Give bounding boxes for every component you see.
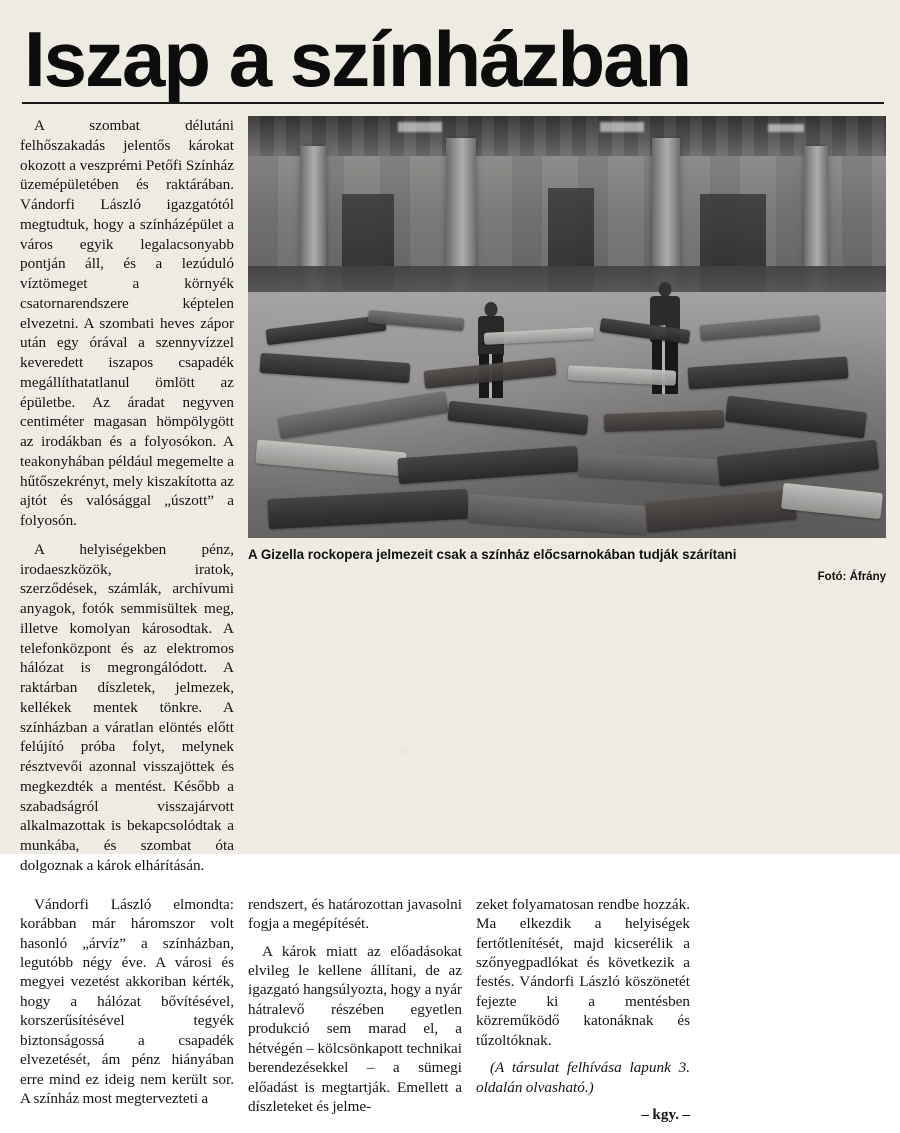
- body-column-1: [20, 895, 234, 1117]
- page-title: Iszap a színházban: [24, 15, 691, 103]
- photo-person: [476, 302, 506, 400]
- body-paragraph: zeket folyamatosan rendbe hozzák. Ma elkezdik a helyiségek fertőtlenítését, majd kicserélik a szőnyegpadlókat és következik a festés. Vándorfi László köszönetét fejezte ki a mentésben közreműködő katonáknak és tűzoltóknak.: [476, 895, 690, 1049]
- body-paragraph: Vándorfi László elmondta: korábban már háromszor volt hasonló „árvíz” a színházban, legutóbb négy éve. A városi és megyei vezetést akkoriban kérték, hogy a hálózat bővítésével, korszerűsítésével tegyék biztonságossá a csapadék elvezetését, ám pénz hiányában erre mind ez ideig nem került sor. A színház most megtervezteti a: [20, 895, 234, 1108]
- lead-paragraph-2: A helyiségekben pénz, irodaeszközök, iratok, szerződések, számlák, archívumi anyagok, fotók semmisültek meg, illetve komolyan károsodtak. A telefonközpont és az elektromos hálózat is megrongálódott. A raktárban díszletek, jelmezek, kellékek mentek tönkre. A színházban a váratlan elöntés előtt felújító próba folyt, melynek résztvevői azonnal visszajöttek és megkezdték a mentést. Később a szabadságról visszajárvott alkalmazottak is bekapcsolódtak a munkába, és szombat óta dolgoznak a károk elhárításán.: [20, 540, 234, 874]
- ceiling-light-icon: [600, 122, 644, 132]
- photo-wall-band: [248, 266, 886, 292]
- body-paragraph: A károk miatt az előadásokat elvileg le kellene állítani, de az igazgató hangsúlyozta, hogy a nyár hátralevő részében egyetlen produkció sem marad el, a hétvégén – kölcsönkapott technikai berendezésekkel – a sümegi előadást is megtartják. Emellett a díszleteket és jelme-: [248, 942, 462, 1116]
- top-section: [20, 116, 886, 885]
- photo-block: [248, 116, 886, 583]
- photo-caption: A Gizella rockopera jelmezeit csak a színház előcsarnokában tudják szárítani: [248, 547, 737, 563]
- article-photo: [248, 116, 886, 538]
- ceiling-light-icon: [398, 122, 442, 132]
- photo-credit: Fotó: Áfrány: [817, 570, 886, 583]
- person-head: [659, 282, 672, 297]
- person-head: [485, 302, 498, 317]
- author-signature: – kgy. –: [641, 1106, 690, 1124]
- person-legs: [652, 340, 678, 394]
- body-column-3: [476, 895, 690, 1133]
- lead-paragraph-1: A szombat délutáni felhőszakadás jelentős károkat okozott a veszprémi Petőfi Színház üzemépületében és raktárában. Vándorfi László igazgatótól megtudtuk, hogy a színházépület a város egyik legalacsonyabb pontján áll, és a lezúduló víztömeget a környék csatornarendszere képtelen elvezetni. A szombati heves zápor után egy órával a szennyvízzel keveredett iszapos csapadék megállíthatatlanul ömlött az épületbe. Az áradat negyven centiméter magasan hömpölygött az irodákban és a folyosókon. A teakonyhában például megemelte a hűtőszekrényt, mely kiszakította az ajtót és valósággal „úszott” a folyosón.: [20, 117, 234, 530]
- editorial-note: (A társulat felhívása lapunk 3. oldalán olvasható.): [476, 1059, 690, 1096]
- ceiling-light-icon: [768, 124, 804, 132]
- bottom-columns: [20, 895, 886, 1133]
- lead-column: [20, 116, 234, 885]
- body-column-2: [248, 895, 462, 1125]
- body-paragraph: rendszert, és határozottan javasolni fogja a megépítését.: [248, 895, 462, 933]
